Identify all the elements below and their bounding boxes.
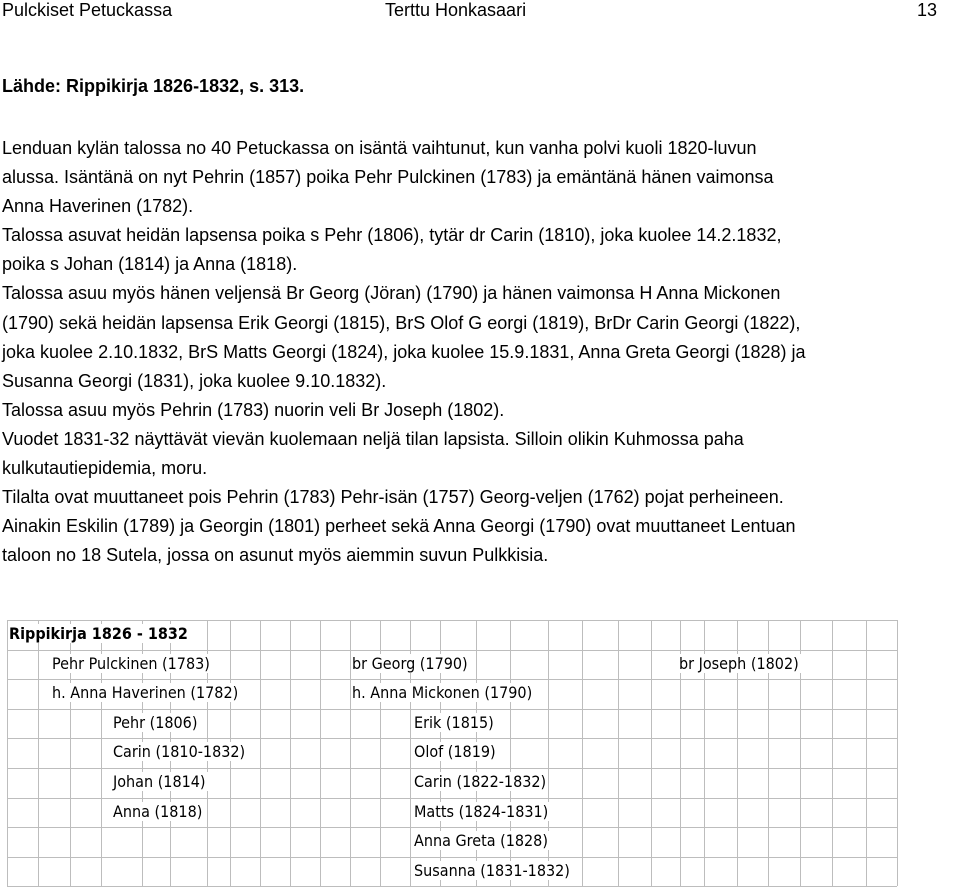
body-paragraph (2, 134, 957, 570)
table-cell-child: Olof (1819) (414, 742, 496, 762)
table-gridline (651, 620, 652, 886)
table-cell-parent: h. Anna Mickonen (1790) (352, 683, 533, 703)
table-cell-child: Carin (1810-1832) (113, 742, 246, 762)
table-gridline (7, 768, 897, 769)
table-gridline (7, 679, 897, 680)
paragraph-line: Anna Haverinen (1782). (2, 196, 194, 217)
page-number: 13 (917, 0, 938, 20)
paragraph-line: Tilalta ovat muuttaneet pois Pehrin (1783) Pehr-isän (1757) Georg-veljen (1762) pojat perheineen. (2, 487, 784, 508)
paragraph-line: (1790) sekä heidän lapsensa Erik Georgi (1815), BrS Olof G eorgi (1819), BrDr Carin Georgi (1822), (2, 312, 801, 333)
paragraph-line: kulkutautiepidemia, moru. (2, 458, 208, 479)
table-gridline (7, 798, 897, 799)
table-cell-parent: br Joseph (1802) (679, 653, 799, 673)
table-gridline (7, 857, 897, 858)
paragraph-line: Ainakin Eskilin (1789) ja Georgin (1801) perheet sekä Anna Georgi (1790) ovat muuttaneet Lentuan (2, 516, 796, 537)
table-gridline (7, 620, 8, 886)
table-cell-child: Susanna (1831-1832) (414, 860, 570, 880)
table-gridline (7, 620, 897, 621)
table-gridline (897, 620, 898, 886)
table-cell-child: Anna Greta (1828) (414, 831, 548, 851)
table-cell-parent: Pehr Pulckinen (1783) (52, 653, 210, 673)
table-cell-parent: h. Anna Haverinen (1782) (52, 683, 239, 703)
paragraph-line: Talossa asuvat heidän lapsensa poika s Pehr (1806), tytär dr Carin (1810), joka kuolee 14.2.1832, (2, 225, 782, 246)
paragraph-line: alussa. Isäntänä on nyt Pehrin (1857) poika Pehr Pulckinen (1783) ja emäntänä hänen vaimonsa (2, 167, 774, 188)
table-gridline (350, 620, 351, 886)
page-header (0, 0, 959, 24)
table-gridline (320, 620, 321, 886)
table-cell-parent: br Georg (1790) (352, 653, 468, 673)
paragraph-line: joka kuolee 2.10.1832, BrS Matts Georgi (1824), joka kuolee 15.9.1831, Anna Greta Georgi (1828) ja (2, 341, 806, 362)
table-gridline (832, 620, 833, 886)
table-cell-child: Erik (1815) (414, 712, 494, 732)
paragraph-line: Talossa asuu myös Pehrin (1783) nuorin veli Br Joseph (1802). (2, 399, 505, 420)
table-gridline (618, 620, 619, 886)
paragraph-line: Talossa asuu myös hänen veljensä Br Georg (Jöran) (1790) ja hänen vaimonsa H Anna Mickonen (2, 283, 781, 304)
header-title: Pulckiset Petuckassa (2, 0, 173, 20)
table-gridline (290, 620, 291, 886)
table-cell-child: Anna (1818) (113, 801, 203, 821)
table-cell-child: Johan (1814) (113, 772, 206, 791)
table-gridline (7, 650, 897, 651)
paragraph-line: taloon no 18 Sutela, jossa on asunut myös aiemmin suvun Pulkkisia. (2, 545, 549, 566)
table-cell-child: Pehr (1806) (113, 712, 198, 732)
table-gridline (7, 827, 897, 828)
table-gridline (582, 620, 583, 886)
table-gridline (7, 738, 897, 739)
paragraph-line: poika s Johan (1814) ja Anna (1818). (2, 254, 298, 275)
table-title: Rippikirja 1826 - 1832 (9, 624, 188, 643)
table-gridline (7, 886, 897, 887)
table-gridline (7, 709, 897, 710)
table-cell-child: Carin (1822-1832) (414, 772, 547, 791)
table-gridline (260, 620, 261, 886)
table-cell-child: Matts (1824-1831) (414, 801, 549, 821)
paragraph-line: Lenduan kylän talossa no 40 Petuckassa on isäntä vaihtunut, kun vanha polvi kuoli 1820-luvun (2, 138, 757, 158)
paragraph-line: Susanna Georgi (1831), joka kuolee 9.10.1832). (2, 370, 387, 391)
table-gridline (866, 620, 867, 886)
source-heading: Lähde: Rippikirja 1826-1832, s. 313. (2, 76, 305, 96)
header-author: Terttu Honkasaari (385, 0, 527, 20)
table-gridline (38, 620, 39, 886)
paragraph-line: Vuodet 1831-32 näyttävät vievän kuolemaan neljä tilan lapsista. Silloin olikin Kuhmossa paha (2, 428, 744, 449)
